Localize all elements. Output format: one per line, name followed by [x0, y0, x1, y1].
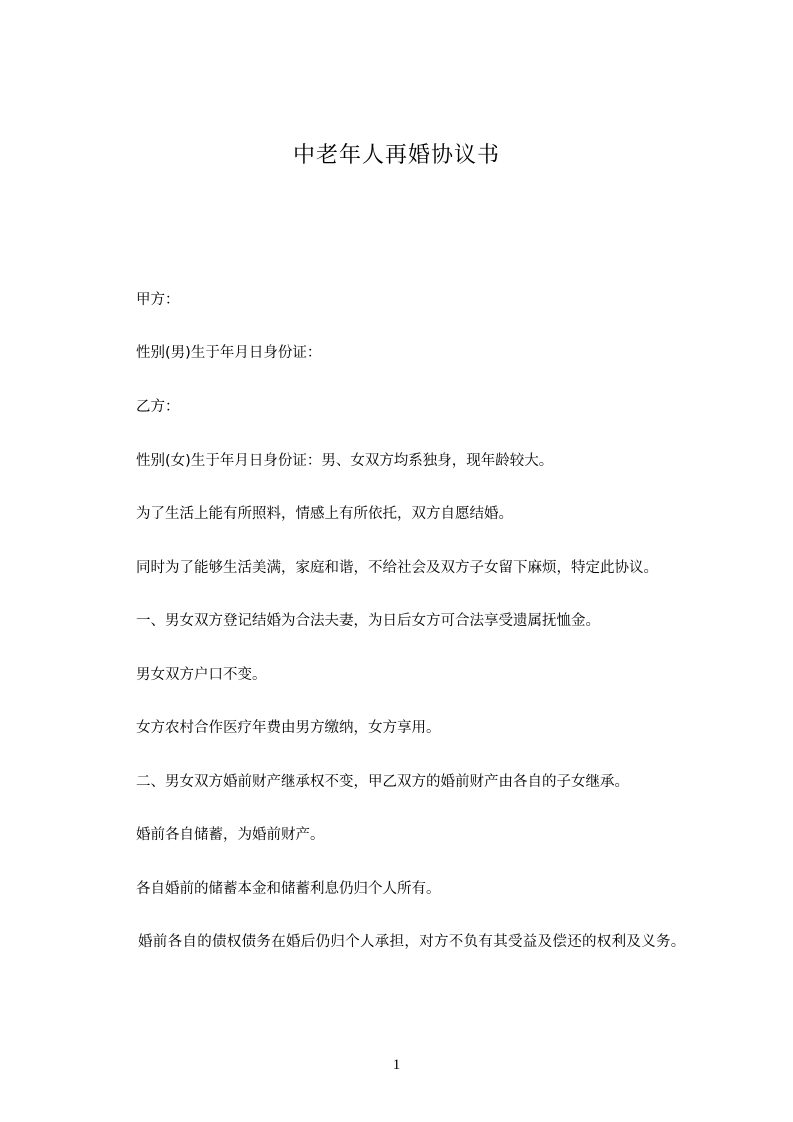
- paragraph-debts: 婚前各自的债权债务在婚后仍归个人承担，对方不负有其受益及偿还的权利及义务。: [138, 934, 686, 950]
- paragraph-purpose: 为了生活上能有所照料，情感上有所依托，双方自愿结婚。: [136, 506, 513, 522]
- paragraph-savings: 婚前各自储蓄，为婚前财产。: [136, 827, 325, 843]
- paragraph-savings-interest: 各自婚前的储蓄本金和储蓄利息仍归个人所有。: [136, 881, 441, 897]
- paragraph-intent: 同时为了能够生活美满，家庭和谐，不给社会及双方子女留下麻烦，特定此协议。: [136, 560, 658, 576]
- paragraph-party-b: 乙方：: [136, 399, 180, 415]
- paragraph-party-b-details: 性别(女)生于年月日身份证：男、女双方均系独身，现年龄较大。: [136, 453, 554, 469]
- paragraph-clause-2: 二、男女双方婚前财产继承权不变，甲乙双方的婚前财产由各自的子女继承。: [136, 774, 629, 790]
- paragraph-party-a-details: 性别(男)生于年月日身份证：: [136, 345, 322, 361]
- document-title: 中老年人再婚协议书: [292, 143, 500, 168]
- page-number: 1: [392, 1057, 401, 1073]
- paragraph-party-a: 甲方：: [136, 292, 180, 308]
- paragraph-clause-1: 一、男女双方登记结婚为合法夫妻，为日后女方可合法享受遗属抚恤金。: [136, 613, 600, 629]
- paragraph-hukou: 男女双方户口不变。: [136, 667, 267, 683]
- paragraph-medical: 女方农村合作医疗年费由男方缴纳，女方享用。: [136, 720, 441, 736]
